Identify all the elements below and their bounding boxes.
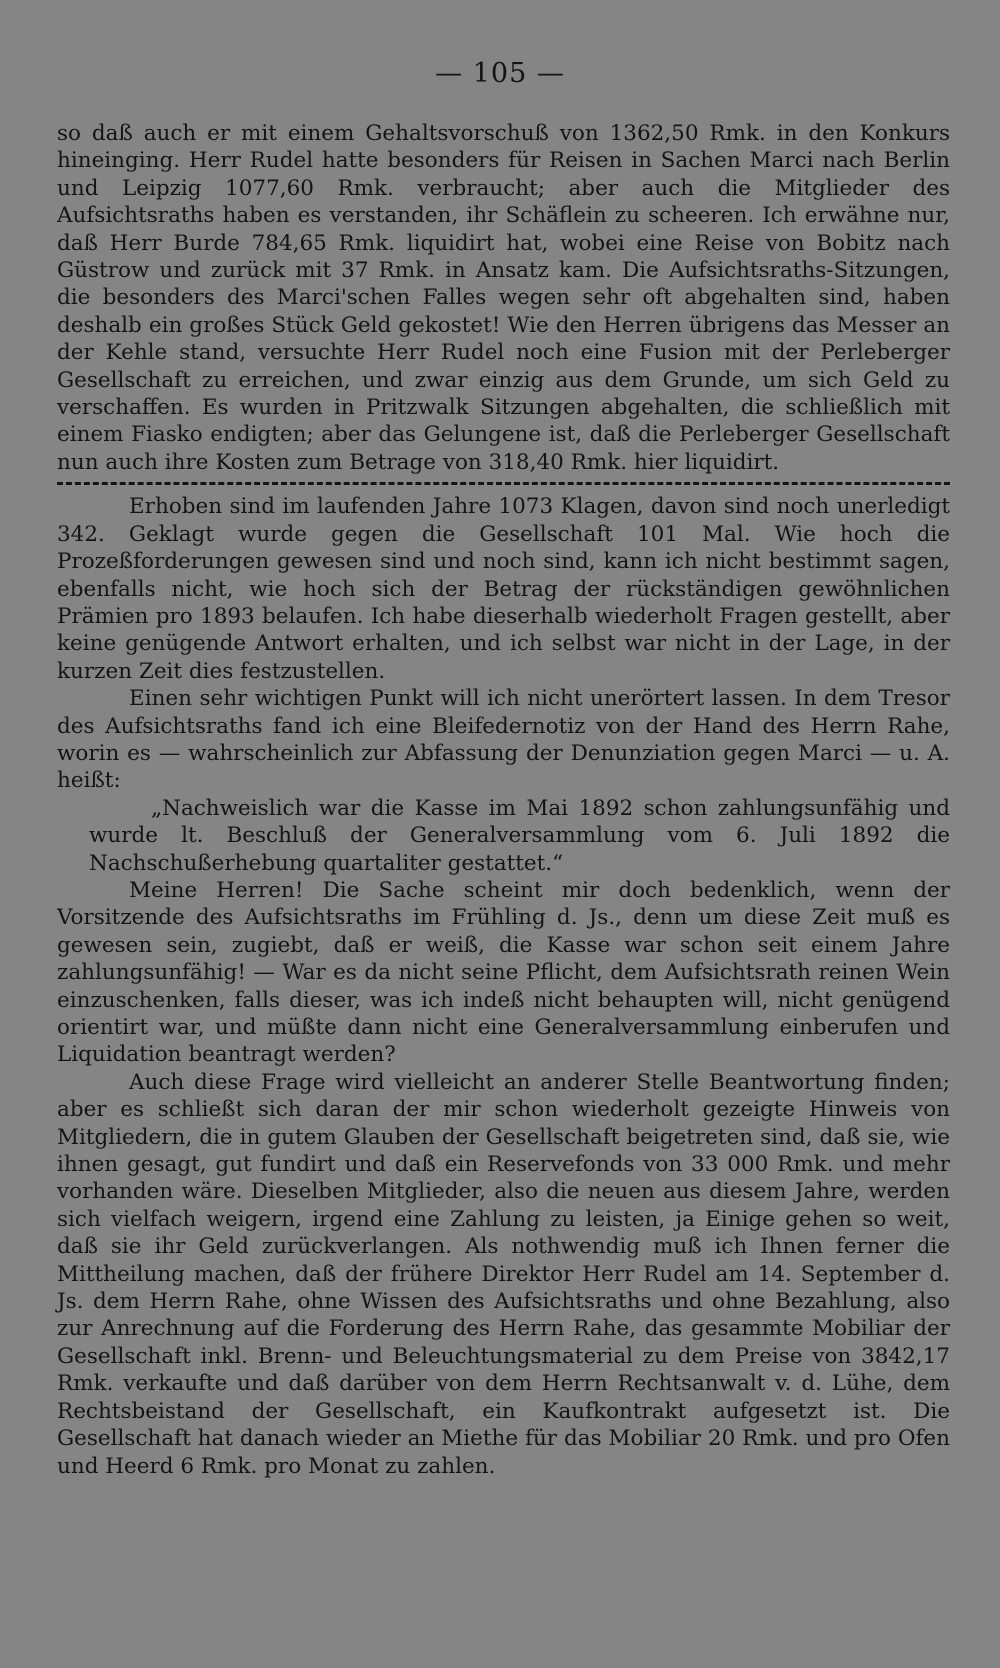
paragraph-lawsuits: Erhoben sind im laufenden Jahre 1073 Klagen, davon sind noch unerledigt 342. Geklagt wurde gegen die Gesellschaft 101 Mal. Wie hoch die Prozeßforderungen gewesen sind und noch sind, kann ich nicht bestimmt sagen, ebenfalls nicht, wie hoch sich der Betrag der rückständigen gewöhnlichen Prämien pro 1893 belaufen. Ich habe dieserhalb wiederholt Fragen gestellt, aber keine genügende Antwort erhalten, und ich selbst war nicht in der Lage, in der kurzen Zeit dies festzustellen. [57, 494, 950, 684]
paragraph-meine-herren: Meine Herren! Die Sache scheint mir doch bedenklich, wenn der Vorsitzende des Aufsichtsraths im Frühling d. Js., denn um diese Zeit muß es gewesen sein, zugiebt, daß er weiß, die Kasse war schon seit einem Jahre zahlungsunfähig! — War es da nicht seine Pflicht, dem Aufsichtsrath reinen Wein einzuschenken, falls dieser, was ich indeß nicht behaupten will, nicht genügend orientirt war, und müßte dann nicht eine Generalversammlung einberufen und Liquidation beantragt werden? [57, 877, 950, 1068]
page-number: — 105 — [435, 58, 565, 89]
section-divider [57, 482, 950, 485]
paragraph-reserve-fund: Auch diese Frage wird vielleicht an anderer Stelle Beantwortung finden; aber es schließt sich daran der mir schon wiederholt gezeigte Hinweis von Mitgliedern, die in gutem Glauben der Gesellschaft beigetreten sind, daß sie, wie ihnen gesagt, gut fundirt und daß ein Reservefonds von 33 000 Rmk. und mehr vorhanden wäre. Dieselben Mitglieder, also die neuen aus diesem Jahre, werden sich vielfach weigern, irgend eine Zahlung zu leisten, ja Einige gehen so weit, daß sie ihr Geld zurückverlangen. Als nothwendig muß ich Ihnen ferner die Mittheilung machen, daß der frühere Direktor Herr Rudel am 14. September d. Js. dem Herrn Rahe, ohne Wissen des Aufsichtsraths und ohne Bezahlung, also zur Anrechnung auf die Forderung des Herrn Rahe, das gesammte Mobiliar der Gesellschaft inkl. Brenn- und Beleuchtungsmaterial zu dem Preise von 3842,17 Rmk. verkaufte und daß darüber von dem Herrn Rechtsanwalt v. d. Lühe, dem Rechtsbeistand der Gesellschaft, ein Kaufkontrakt aufgesetzt ist. Die Gesellschaft hat danach wieder an Miethe für das Mobiliar 20 Rmk. und pro Ofen und Heerd 6 Rmk. pro Monat zu zahlen. [57, 1069, 950, 1479]
paragraph-pencil-note: Einen sehr wichtigen Punkt will ich nicht unerörtert lassen. In dem Tresor des Aufsichtsraths fand ich eine Bleifedernotiz von der Hand des Herrn Rahe, worin es — wahrscheinlich zur Abfassung der Denunziation gegen Marci — u. A. heißt: [57, 686, 950, 794]
page-body [57, 120, 950, 1480]
paragraph-continuation: so daß auch er mit einem Gehaltsvorschuß von 1362,50 Rmk. in den Konkurs hineinging. Herr Rudel hatte besonders für Reisen in Sachen Marci nach Berlin und Leipzig 1077,60 Rmk. verbraucht; aber auch die Mitglieder des Aufsichtsraths haben es verstanden, ihr Schäflein zu scheeren. Ich erwähne nur, daß Herr Burde 784,65 Rmk. liquidirt hat, wobei eine Reise von Bobitz nach Güstrow und zurück mit 37 Rmk. in Ansatz kam. Die Aufsichtsraths-Sitzungen, die besonders des Marci'schen Falles wegen sehr oft abgehalten sind, haben deshalb ein großes Stück Geld gekostet! Wie den Herren übrigens das Messer an der Kehle stand, versuchte Herr Rudel noch eine Fusion mit der Perleberger Gesellschaft zu erreichen, und zwar einzig aus dem Grunde, um sich Geld zu verschaffen. Es wurden in Pritzwalk Sitzungen abgehalten, die schließlich mit einem Fiasko endigten; aber das Gelungene ist, daß die Perleberger Gesellschaft nun auch ihre Kosten zum Betrage von 318,40 Rmk. hier liquidirt. [57, 121, 950, 475]
quoted-note: „Nachweislich war die Kasse im Mai 1892 schon zahlungsunfähig und wurde lt. Beschluß der Generalversammlung vom 6. Juli 1892 die Nachschußerhebung quartaliter gestattet.“ [89, 795, 950, 876]
